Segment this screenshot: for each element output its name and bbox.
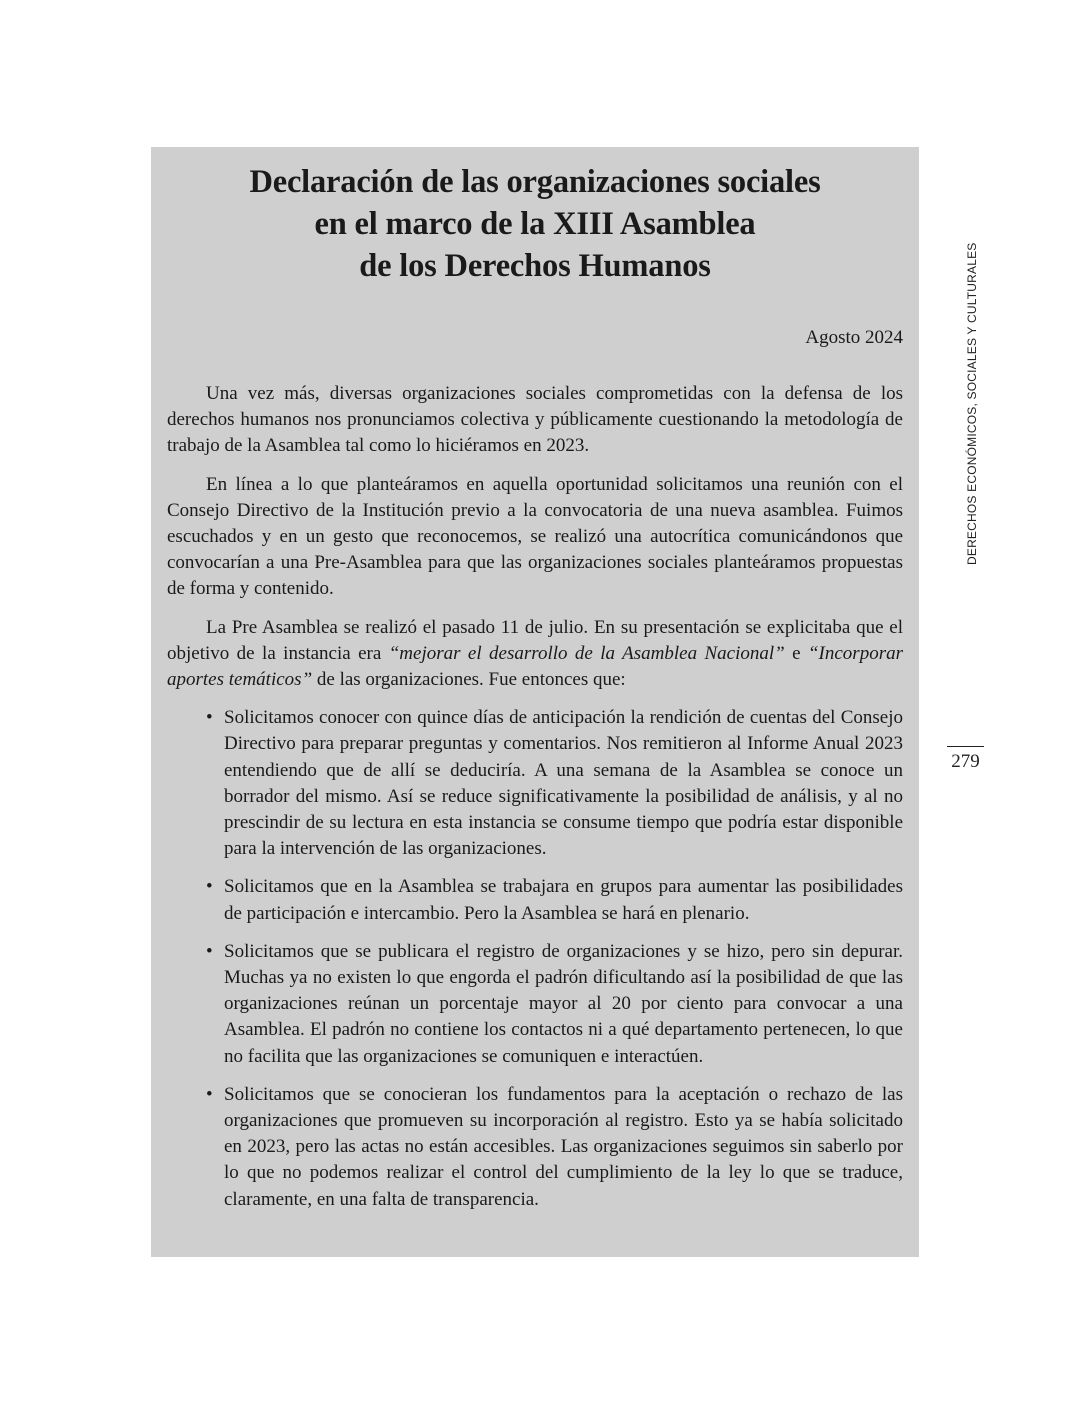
document-date: Agosto 2024 [805,327,903,348]
declaration-box [151,147,919,1257]
paragraph: En línea a lo que planteáramos en aquella oportunidad solicitamos una reunión con el Consejo Directivo de la Institución previo a la convocatoria de una nueva asamblea. Fuimos escuchados y en un gesto que reconocemos, se realizó una autocrítica comunicándonos que convocarían a una Pre-Asamblea para que las organizaciones sociales planteáramos propuestas de forma y contenido. [167,473,903,600]
quote-text: “Incorporar aportes temáticos” [167,642,903,691]
paragraph-text: e [784,642,808,664]
list-item: • Solicitamos que en la Asamblea se trabajara en grupos para aumentar las posibilidades de participación e intercambio. Pero la Asamblea se hará en plenario. [224,874,903,926]
page-title [167,161,903,287]
title-line: de los Derechos Humanos [359,248,711,284]
list-item: • Solicitamos conocer con quince días de anticipación la rendición de cuentas del Consejo Directivo para preparar preguntas y comentarios. Nos remitieron al Informe Anual 2023 entendiendo que de allí se deduciría. A una semana de la Asamblea se conoce un borrador del mismo. Así se reduce significativamente la posibilidad de análisis, y al no prescindir de su lectura en esta instancia se consume tiempo que podría estar disponible para la intervención de las organizaciones. [224,705,903,862]
paragraph-text: La Pre Asamblea se realizó el pasado 11 de julio. En su presentación se explicitaba que el objetivo de la instancia era [167,616,903,664]
section-side-label: DERECHOS ECONÓMICOS, SOCIALES Y CULTURALES [965,242,979,565]
title-line: en el marco de la XIII Asamblea [314,206,756,242]
list-item: • Solicitamos que se conocieran los fundamentos para la aceptación o rechazo de las organizaciones que promueven su incorporación al registro. Esto ya se había solicitado en 2023, pero las actas no están accesibles. Las organizaciones seguimos sin saberlo por lo que no podemos realizar el control del cumplimiento de la ley lo que se traduce, claramente, en una falta de transparencia. [224,1082,903,1213]
paragraph: Una vez más, diversas organizaciones sociales comprometidas con la defensa de los derechos humanos nos pronunciamos colectiva y públicamente cuestionando la metodología de trabajo de la Asamblea tal como lo hiciéramos en 2023. [167,383,903,457]
list-item: • Solicitamos que se publicara el registro de organizaciones y se hizo, pero sin depurar. Muchas ya no existen lo que engorda el padrón dificultando así la posibilidad de que las organizaciones reúnan un porcentaje mayor al 20 por ciento para convocar a una Asamblea. El padrón no contiene los contactos ni a qué departamento pertenecen, lo que no facilita que las organizaciones se comuniquen e interactúen. [224,939,903,1070]
bullet-list [167,705,903,1213]
title-line: Declaración de las organizaciones sociales [249,164,821,200]
quote-text: “mejorar el desarrollo de la Asamblea Nacional” [388,642,785,664]
paragraph [167,615,903,694]
paragraph-text: de las organizaciones. Fue entonces que: [312,669,626,691]
body-text [167,381,903,1213]
page-number-rule [947,746,984,747]
page-number: 279 [951,751,980,772]
